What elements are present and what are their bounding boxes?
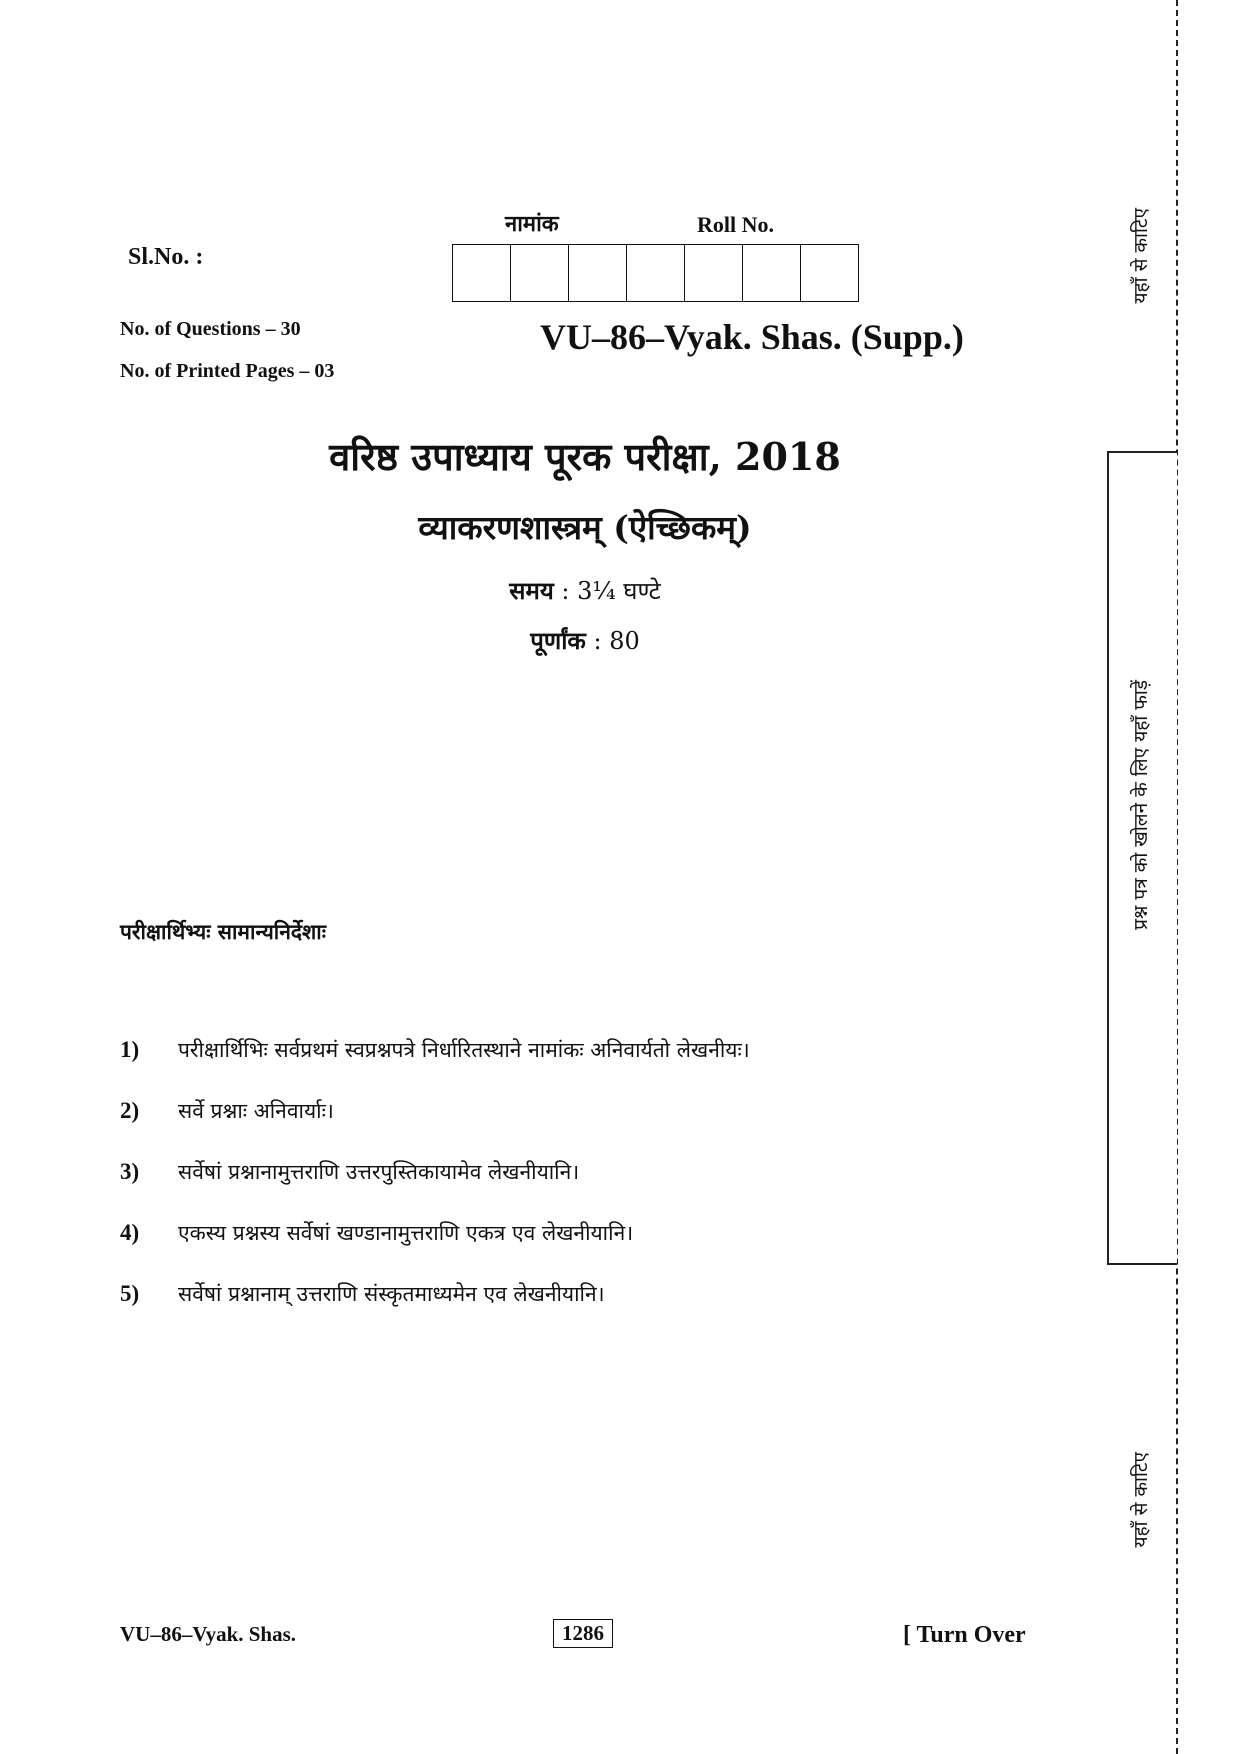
instruction-number: 4) <box>120 1220 140 1245</box>
instruction-number: 1) <box>120 1037 140 1062</box>
instruction-item <box>120 1280 750 1341</box>
roll-number-label: Roll No. <box>697 212 774 237</box>
serial-number-label: Sl.No. : <box>128 244 204 270</box>
instructions-heading: परीक्षार्थिभ्यः सामान्यनिर्देशाः <box>120 919 326 944</box>
cut-here-top-label: यहाँ से काटिए <box>1130 208 1152 304</box>
footer-code-box: 1286 <box>553 1619 613 1648</box>
paper-code: VU–86–Vyak. Shas. (Supp.) <box>540 317 964 357</box>
roll-number-digit-box[interactable] <box>743 245 801 301</box>
instruction-item <box>120 1097 750 1158</box>
footer-paper-code: VU–86–Vyak. Shas. <box>120 1622 297 1646</box>
roll-number-digit-box[interactable] <box>801 245 859 301</box>
instruction-item <box>120 1036 750 1097</box>
instruction-number: 2) <box>120 1098 140 1123</box>
roll-number-digit-box[interactable] <box>627 245 685 301</box>
instruction-number: 5) <box>120 1281 140 1306</box>
roll-number-digit-box[interactable] <box>453 245 511 301</box>
exam-title: वरिष्ठ उपाध्याय पूरक परीक्षा, 2018 <box>329 434 841 479</box>
roll-number-digit-box[interactable] <box>569 245 627 301</box>
turn-over-label: [ Turn Over <box>903 1622 1026 1648</box>
instruction-text: एकस्य प्रश्नस्य सर्वेषां खण्डानामुत्तराणि एकत्र एव लेखनीयानि। <box>178 1221 634 1245</box>
instruction-number: 3) <box>120 1159 140 1184</box>
roll-number-boxes <box>452 244 859 302</box>
marks-value: : 80 <box>585 627 640 655</box>
marks-label: पूर्णांक <box>530 626 586 655</box>
full-marks <box>0 624 1170 657</box>
tear-here-label: प्रश्न पत्र को खोलने के लिए यहाँ फाड़ें <box>1130 680 1152 930</box>
roll-number-digit-box[interactable] <box>685 245 743 301</box>
time-allowed <box>0 574 1170 607</box>
number-of-printed-pages: No. of Printed Pages – 03 <box>120 360 335 382</box>
instruction-text: सर्वेषां प्रश्नानामुत्तराणि उत्तरपुस्तिकायामेव लेखनीयानि। <box>178 1160 580 1184</box>
number-of-questions: No. of Questions – 30 <box>120 318 301 340</box>
instruction-text: सर्वे प्रश्नाः अनिवार्याः। <box>178 1099 334 1123</box>
instruction-text: सर्वेषां प्रश्नानाम् उत्तराणि संस्कृतमाध्यमेन एव लेखनीयानि। <box>178 1282 605 1306</box>
instructions-list <box>120 1036 750 1341</box>
cut-here-bottom-label: यहाँ से काटिए <box>1130 1452 1152 1548</box>
roll-number-digit-box[interactable] <box>511 245 569 301</box>
time-label: समय <box>509 576 554 605</box>
subject-title: व्याकरणशास्त्रम् (ऐच्छिकम्) <box>418 508 752 547</box>
namank-label: नामांक <box>505 211 559 237</box>
instruction-text: परीक्षार्थिभिः सर्वप्रथमं स्वप्रश्नपत्रे निर्धारितस्थाने नामांकः अनिवार्यतो लेखनीयः। <box>178 1038 750 1062</box>
time-value: : 3¼ घण्टे <box>553 577 661 605</box>
instruction-item <box>120 1219 750 1280</box>
instruction-item <box>120 1158 750 1219</box>
